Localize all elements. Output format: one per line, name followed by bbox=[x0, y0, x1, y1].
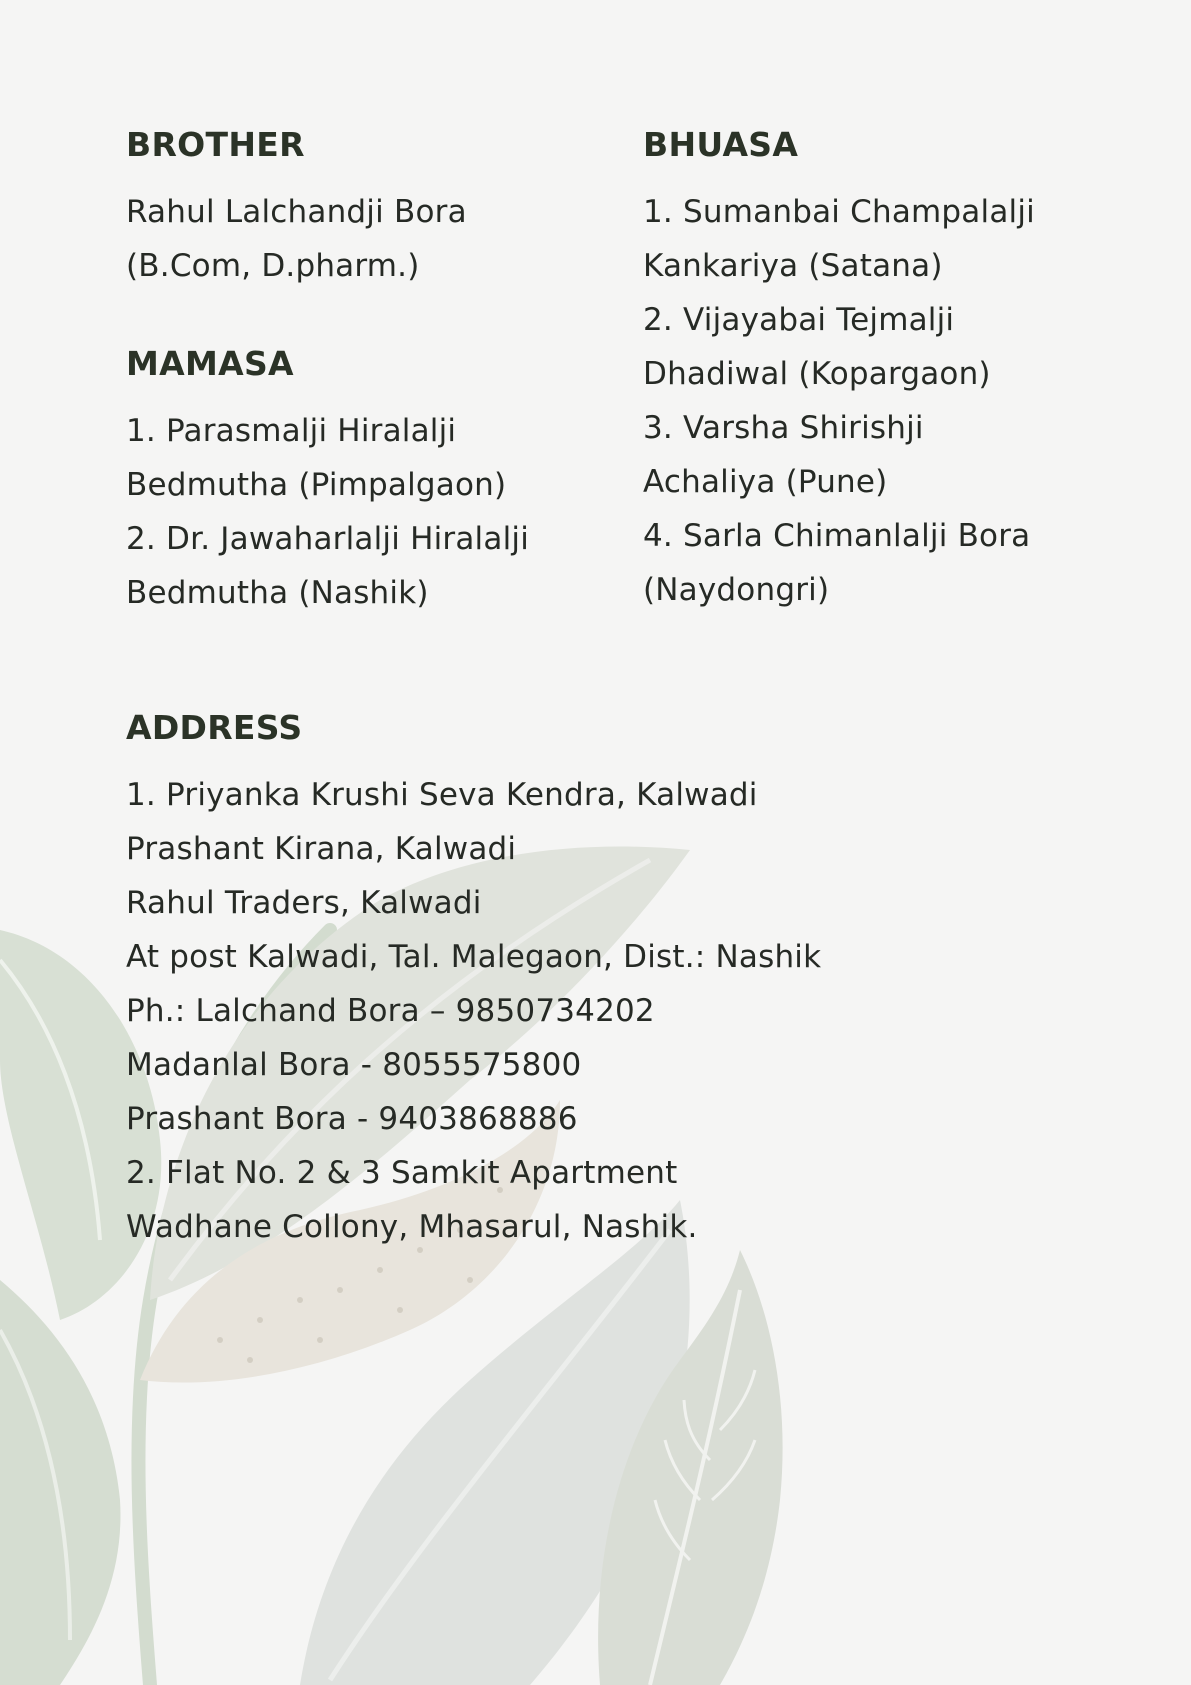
address-line: Wadhane Collony, Mhasarul, Nashik. bbox=[126, 1209, 698, 1245]
bhuasa-line: 1. Sumanbai Champalalji bbox=[643, 194, 1035, 230]
address-line: Prashant Bora - 9403868886 bbox=[126, 1101, 578, 1137]
address-line: Prashant Kirana, Kalwadi bbox=[126, 831, 517, 867]
bhuasa-line: Dhadiwal (Kopargaon) bbox=[643, 356, 991, 392]
address-line: At post Kalwadi, Tal. Malegaon, Dist.: Nashik bbox=[126, 939, 822, 975]
mamasa-lines bbox=[126, 404, 529, 620]
address-line: Rahul Traders, Kalwadi bbox=[126, 885, 482, 921]
address-heading: ADDRESS bbox=[126, 708, 303, 747]
address-line: Ph.: Lalchand Bora – 9850734202 bbox=[126, 993, 655, 1029]
brother-line: Rahul Lalchandji Bora bbox=[126, 194, 467, 230]
address-section bbox=[126, 708, 821, 1254]
bhuasa-line: Achaliya (Pune) bbox=[643, 464, 888, 500]
address-lines bbox=[126, 768, 821, 1254]
mamasa-section bbox=[126, 344, 529, 620]
bhuasa-line: 2. Vijayabai Tejmalji bbox=[643, 302, 955, 338]
brother-line: (B.Com, D.pharm.) bbox=[126, 248, 420, 284]
address-line: Madanlal Bora - 8055575800 bbox=[126, 1047, 582, 1083]
brother-lines bbox=[126, 185, 467, 293]
brother-section bbox=[126, 125, 467, 293]
bhuasa-section bbox=[643, 125, 1035, 617]
brother-heading: BROTHER bbox=[126, 125, 305, 164]
address-line: 2. Flat No. 2 & 3 Samkit Apartment bbox=[126, 1155, 678, 1191]
mamasa-line: Bedmutha (Nashik) bbox=[126, 575, 429, 611]
leaf-left-lower bbox=[0, 1280, 120, 1685]
mamasa-line: 2. Dr. Jawaharlalji Hiralalji bbox=[126, 521, 530, 557]
address-line: 1. Priyanka Krushi Seva Kendra, Kalwadi bbox=[126, 777, 758, 813]
mamasa-line: Bedmutha (Pimpalgaon) bbox=[126, 467, 507, 503]
bhuasa-lines bbox=[643, 185, 1035, 617]
mamasa-line: 1. Parasmalji Hiralalji bbox=[126, 413, 457, 449]
bhuasa-line: 3. Varsha Shirishji bbox=[643, 410, 924, 446]
bhuasa-line: (Naydongri) bbox=[643, 572, 830, 608]
bhuasa-heading: BHUASA bbox=[643, 125, 799, 164]
mamasa-heading: MAMASA bbox=[126, 344, 294, 383]
bhuasa-line: Kankariya (Satana) bbox=[643, 248, 943, 284]
bhuasa-line: 4. Sarla Chimanlalji Bora bbox=[643, 518, 1031, 554]
